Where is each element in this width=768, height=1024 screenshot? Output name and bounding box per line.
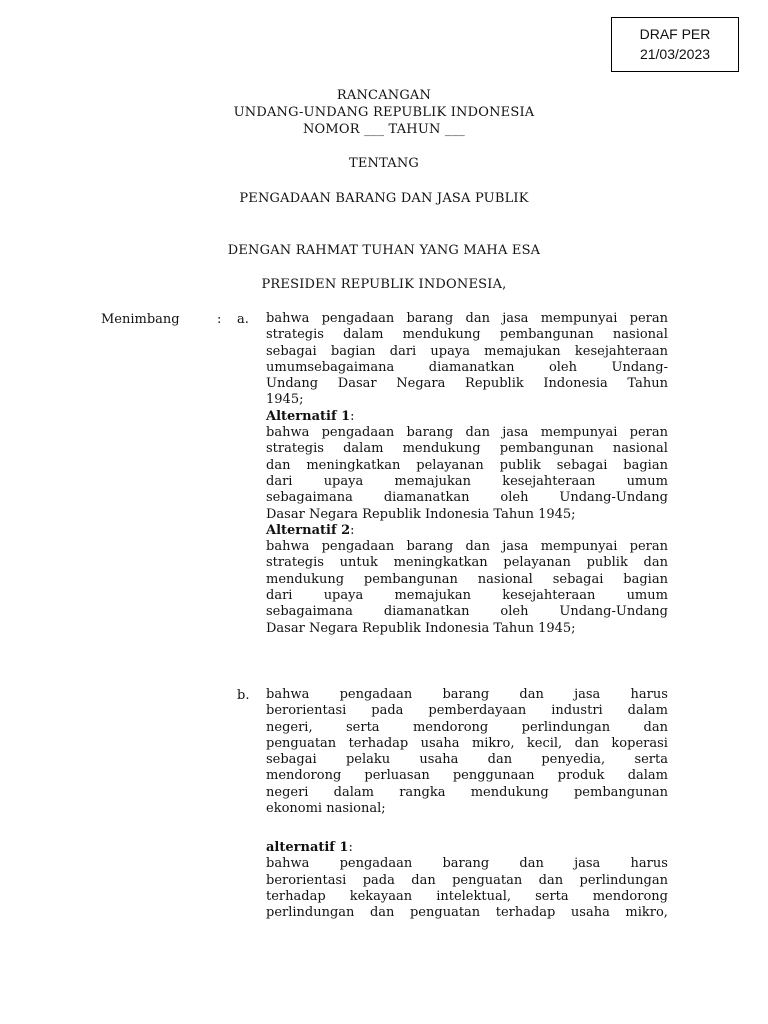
item-a-text [266,311,668,637]
doc-title-tentang: TENTANG [348,156,420,171]
item-a-alt1-line: bahwa pengadaan barang dan jasa mempunyai peran [266,425,668,441]
item-a-line: sebagai bagian dari upaya memajukan kesejahteraan [266,343,668,359]
item-a-alt1-line: Dasar Negara Republik Indonesia Tahun 1945; [266,506,576,522]
item-a-alt1-line: dan meningkatkan pelayanan publik sebagai bagian [266,457,668,473]
item-a-alt2-line: dari upaya memajukan kesejahteraan umum [266,588,668,604]
item-a-alt1-line: sebagaimana diamanatkan oleh Undang-Undang [266,490,668,506]
item-b-text [266,687,668,817]
item-a-alt2-line: Dasar Negara Republik Indonesia Tahun 1945; [266,620,576,636]
item-b-line: ekonomi nasional; [266,801,386,817]
item-a-alt2-line: sebagaimana diamanatkan oleh Undang-Undang [266,604,668,620]
item-a-alt1-label: Alternatif 1 [266,408,351,424]
item-b-alt1-colon: : [348,840,353,855]
item-b-line: bahwa pengadaan barang dan jasa harus [266,687,668,702]
item-a-alt1-line: dari upaya memajukan kesejahteraan umum [266,473,668,489]
item-b-alt1-line: berorientasi pada dan penguatan dan perlindungan [266,872,668,888]
item-a-alt2-line: bahwa pengadaan barang dan jasa mempunyai peran [266,539,668,555]
item-a-line: strategis dalam mendukung pembangunan nasional [266,327,668,343]
item-b-alt1-line: bahwa pengadaan barang dan jasa harus [266,856,668,872]
item-b-line: mendorong perluasan penggunaan produk dalam [266,768,668,784]
item-b-alt1-label: alternatif 1 [266,840,349,855]
item-a-alt1-heading [266,409,668,425]
doc-title-uu: UNDANG-UNDANG REPUBLIK INDONESIA [233,105,535,120]
item-a-line: bahwa pengadaan barang dan jasa mempunyai peran [266,311,668,326]
item-a-line: umumsebagaimana diamanatkan oleh Undang- [266,359,668,375]
item-b-line: berorientasi pada pemberdayaan industri dalam [266,703,668,719]
item-b-alt1-heading [266,840,668,856]
menimbang-label: Menimbang [101,312,180,327]
doc-rahmat: DENGAN RAHMAT TUHAN YANG MAHA ESA [227,243,541,258]
item-b-marker: b. [237,688,250,703]
draft-label: DRAF PER [639,26,711,42]
item-a-alt2-line: strategis untuk meningkatkan pelayanan publik dan [266,555,668,571]
item-b-alt1-line: terhadap kekayaan intelektual, serta mendorong [266,888,668,904]
item-b-alt1-text [266,840,668,921]
draft-stamp-box [611,17,739,72]
item-a-alt2-colon: : [350,522,355,538]
item-b-line: sebagai pelaku usaha dan penyedia, serta [266,752,668,768]
item-a-alt2-line: mendukung pembangunan nasional sebagai bagian [266,571,668,587]
item-b-line: negeri dalam rangka mendukung pembangunan [266,784,668,800]
item-b-alt1-line: perlindungan dan penguatan terhadap usaha mikro, [266,905,668,921]
doc-subject: PENGADAAN BARANG DAN JASA PUBLIK [239,191,529,206]
item-b-line: negeri, serta mendorong perlindungan dan [266,719,668,735]
doc-title-rancangan: RANCANGAN [336,88,432,103]
item-a-alt1-colon: : [350,408,355,424]
item-a-alt2-heading [266,523,668,539]
item-b-line: penguatan terhadap usaha mikro, kecil, dan koperasi [266,735,668,751]
item-a-line: 1945; [266,392,304,408]
draft-date: 21/03/2023 [639,46,711,62]
item-a-line: Undang Dasar Negara Republik Indonesia Tahun [266,376,668,392]
doc-title-nomor: NOMOR ___ TAHUN ___ [302,122,465,137]
menimbang-colon: : [217,312,222,327]
item-a-marker: a. [237,312,249,327]
doc-presiden: PRESIDEN REPUBLIK INDONESIA, [261,277,507,292]
item-a-alt2-label: Alternatif 2 [266,522,351,538]
item-a-alt1-line: strategis dalam mendukung pembangunan nasional [266,441,668,457]
